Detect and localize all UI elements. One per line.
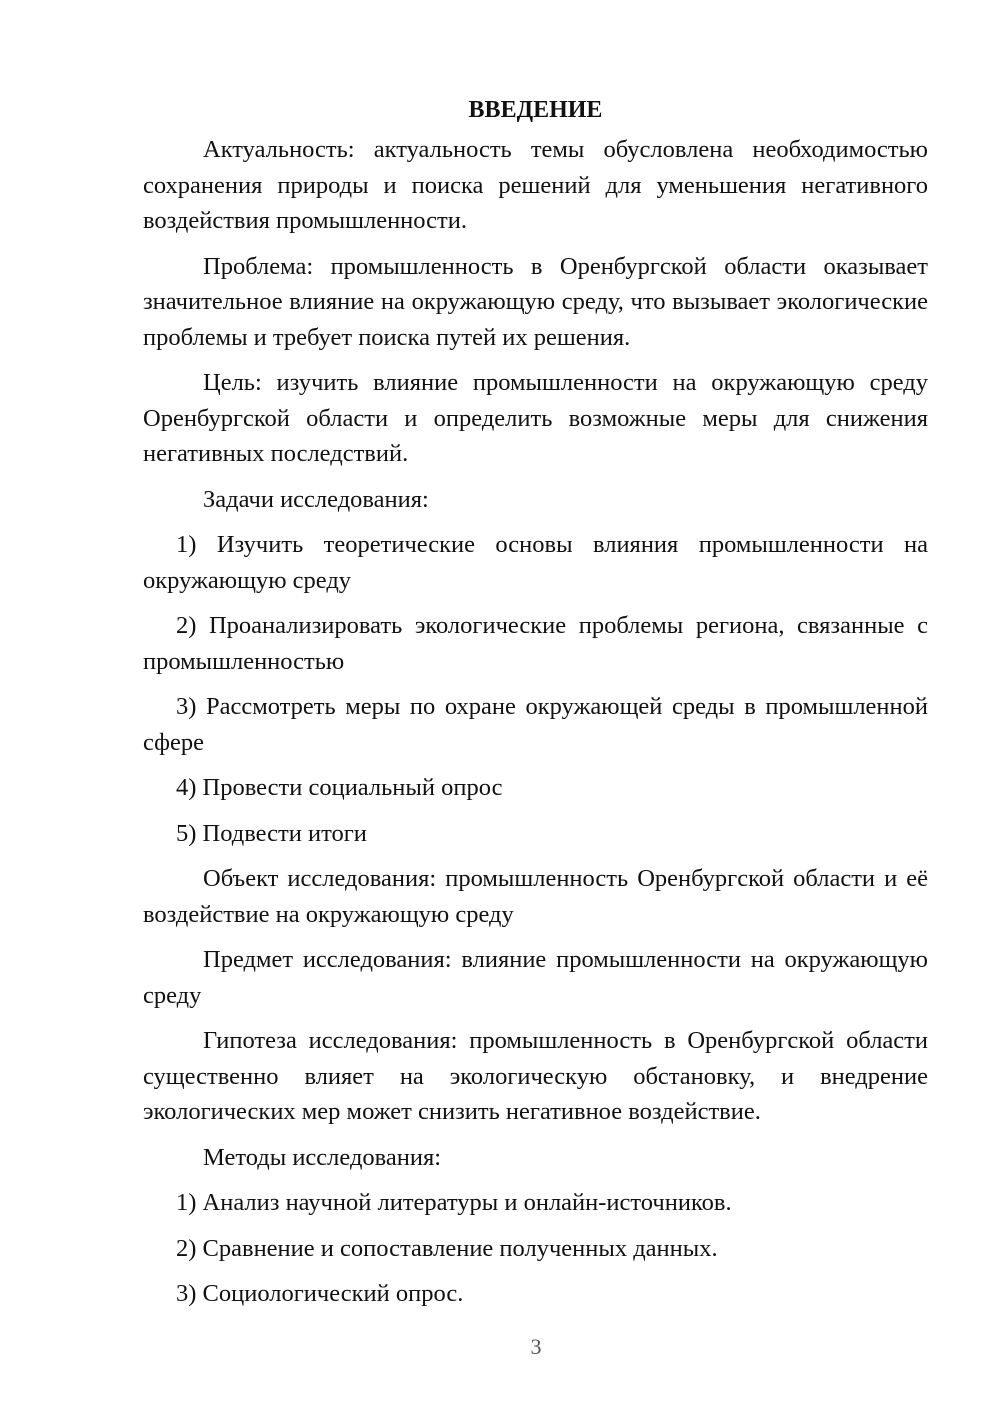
tasks-heading: Задачи исследования: — [203, 485, 429, 513]
methods-list — [143, 1185, 928, 1312]
method-item: 1) Анализ научной литературы и онлайн-источников. — [176, 1189, 732, 1216]
relevance-paragraph: Актуальность: актуальность темы обусловлена необходимостью сохранения природы и поиска решений для уменьшения негативного воздействия промышленности. — [143, 136, 928, 234]
task-item: 5) Подвести итоги — [176, 819, 367, 847]
task-item: 3) Рассмотреть меры по охране окружающей среды в промышленной сфере — [143, 693, 928, 756]
problem-paragraph: Проблема: промышленность в Оренбургской области оказывает значительное влияние на окружающую среду, что вызывает экологические проблемы и требует поиска путей их решения. — [143, 252, 928, 351]
subject-paragraph: Предмет исследования: влияние промышленности на окружающую среду — [143, 946, 928, 1009]
method-item: 2) Сравнение и сопоставление полученных данных. — [176, 1234, 718, 1262]
task-item: 1) Изучить теоретические основы влияния промышленности на окружающую среду — [143, 531, 928, 594]
hypothesis-paragraph: Гипотеза исследования: промышленность в Оренбургской области существенно влияет на экологическую обстановку, и внедрение экологических мер может снизить негативное воздействие. — [143, 1027, 928, 1125]
page-content — [143, 92, 928, 1322]
tasks-list — [143, 527, 928, 851]
method-item: 3) Социологический опрос. — [176, 1280, 464, 1307]
section-title: ВВЕДЕНИЕ — [468, 97, 603, 123]
page-number: 3 — [530, 1334, 542, 1359]
task-item: 4) Провести социальный опрос — [176, 774, 503, 801]
object-paragraph: Объект исследования: промышленность Оренбургской области и её воздействие на окружающую среду — [143, 865, 928, 928]
task-item: 2) Проанализировать экологические проблемы региона, связанные с промышленностью — [143, 612, 928, 675]
methods-heading: Методы исследования: — [203, 1143, 442, 1171]
goal-paragraph: Цель: изучить влияние промышленности на окружающую среду Оренбургской области и определить возможные меры для снижения негативных последствий. — [143, 369, 928, 467]
